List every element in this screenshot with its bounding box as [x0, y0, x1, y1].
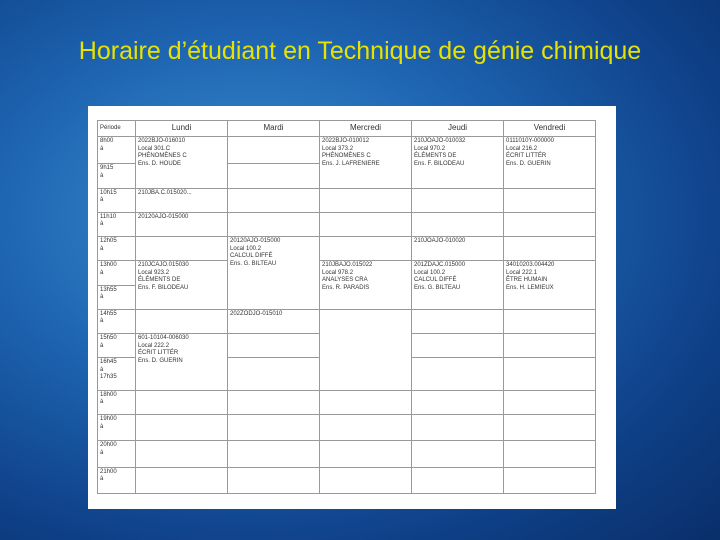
table-row: [98, 261, 596, 285]
empty-cell: [412, 467, 504, 493]
empty-cell: [136, 237, 228, 261]
empty-cell: [504, 390, 596, 414]
empty-cell: [412, 441, 504, 467]
empty-cell: [320, 309, 412, 390]
header-wednesday: Mercredi: [320, 121, 412, 137]
empty-cell: [136, 441, 228, 467]
empty-cell: [228, 212, 320, 236]
empty-cell: [504, 467, 596, 493]
header-thursday: Jeudi: [412, 121, 504, 137]
table-row: [98, 237, 596, 261]
period-label: 19h00 à: [98, 415, 136, 441]
empty-cell: [228, 390, 320, 414]
period-label: 21h00 à: [98, 467, 136, 493]
empty-cell: [136, 467, 228, 493]
empty-cell: [504, 309, 596, 333]
period-label: 11h10 à: [98, 212, 136, 236]
empty-cell: [412, 390, 504, 414]
empty-cell: [504, 415, 596, 441]
schedule-table: [97, 120, 596, 494]
course-block-friday: 34010203.004420 Local 222.1 ÊTRE HUMAIN Ens. H. LEMIEUX: [504, 261, 596, 310]
header-row: [98, 121, 596, 137]
empty-cell: [228, 334, 320, 358]
empty-cell: [228, 164, 320, 188]
course-block-thursday: 210JOAJO-010032 Local 970.2 ÉLÉMENTS DE Ens. F. BILODEAU: [412, 137, 504, 189]
empty-cell: [504, 441, 596, 467]
empty-cell: [320, 212, 412, 236]
course-block-monday: 601-10104-006030 Local 222.2 ÉCRIT LITTÉR Ens. D. GUERIN: [136, 334, 228, 391]
empty-cell: [320, 415, 412, 441]
table-row: [98, 188, 596, 212]
course-block-friday: 0111010Y-000000 Local 216.2 ÉCRIT LITTÉR Ens. D. GUERIN: [504, 137, 596, 189]
empty-cell: [228, 467, 320, 493]
empty-cell: [228, 137, 320, 164]
course-block-monday: 2022BJO-016010 Local 301.C PHÉNOMÈNES C Ens. D. HOUDE: [136, 137, 228, 189]
empty-cell: [504, 188, 596, 212]
empty-cell: [412, 212, 504, 236]
empty-cell: [320, 237, 412, 261]
empty-cell: [412, 188, 504, 212]
empty-cell: [504, 212, 596, 236]
table-row: [98, 390, 596, 414]
empty-cell: [136, 309, 228, 333]
empty-cell: [136, 390, 228, 414]
period-label: 15h50 à: [98, 334, 136, 358]
header-friday: Vendredi: [504, 121, 596, 137]
table-row: [98, 137, 596, 164]
course-block-monday: 210JBA.C.015020...: [136, 188, 228, 212]
empty-cell: [320, 390, 412, 414]
course-block-thursday: 210JOAJO-010020: [412, 237, 504, 261]
course-block-monday: 210JCAJO.015030 Local 923.2 ÉLÉMENTS DE Ens. F. BILODEAU: [136, 261, 228, 310]
empty-cell: [228, 188, 320, 212]
empty-cell: [504, 237, 596, 261]
empty-cell: [320, 441, 412, 467]
slide-title: Horaire d’étudiant en Technique de génie chimique: [78, 37, 642, 65]
period-label: 10h15 à: [98, 188, 136, 212]
empty-cell: [228, 441, 320, 467]
table-row: [98, 309, 596, 333]
period-label: 12h05 à: [98, 237, 136, 261]
empty-cell: [504, 358, 596, 390]
period-label: 14h55 à: [98, 309, 136, 333]
table-row: [98, 415, 596, 441]
period-label: 9h15 à: [98, 164, 136, 188]
course-block-wednesday: 210JBAJO.015022 Local 978.2 ANALYSES CRA Ens. R. PARADIS: [320, 261, 412, 310]
period-label: 16h45 à 17h35: [98, 358, 136, 390]
period-label: 20h00 à: [98, 441, 136, 467]
period-label: 8h00 à: [98, 137, 136, 164]
header-monday: Lundi: [136, 121, 228, 137]
period-label: 13h55 à: [98, 285, 136, 309]
course-block-tuesday: 20120AJO-015000 Local 100.2 CALCUL DIFFÉ Ens. G. BILTEAU: [228, 237, 320, 310]
period-label: 18h00 à: [98, 390, 136, 414]
course-block-monday: 20120AJO-015000: [136, 212, 228, 236]
course-block-wednesday: 2022BJO-010012 Local 373.2 PHÉNOMÈNES C Ens. J. LAFRENIERE: [320, 137, 412, 189]
empty-cell: [412, 358, 504, 390]
empty-cell: [228, 415, 320, 441]
empty-cell: [320, 188, 412, 212]
period-label: 13h00 à: [98, 261, 136, 285]
course-block-thursday: 201ZDAJC.015000 Local 100.2 CALCUL DIFFÉ Ens. G. BILTEAU: [412, 261, 504, 310]
empty-cell: [504, 334, 596, 358]
empty-cell: [320, 467, 412, 493]
empty-cell: [412, 415, 504, 441]
empty-cell: [228, 358, 320, 390]
header-tuesday: Mardi: [228, 121, 320, 137]
table-row: [98, 467, 596, 493]
schedule-sheet: [88, 106, 616, 509]
table-row: [98, 441, 596, 467]
header-period: Période: [98, 121, 136, 137]
empty-cell: [412, 334, 504, 358]
empty-cell: [136, 415, 228, 441]
empty-cell: [412, 309, 504, 333]
table-row: [98, 212, 596, 236]
course-block-tuesday: 202ZODJO-015010: [228, 309, 320, 333]
